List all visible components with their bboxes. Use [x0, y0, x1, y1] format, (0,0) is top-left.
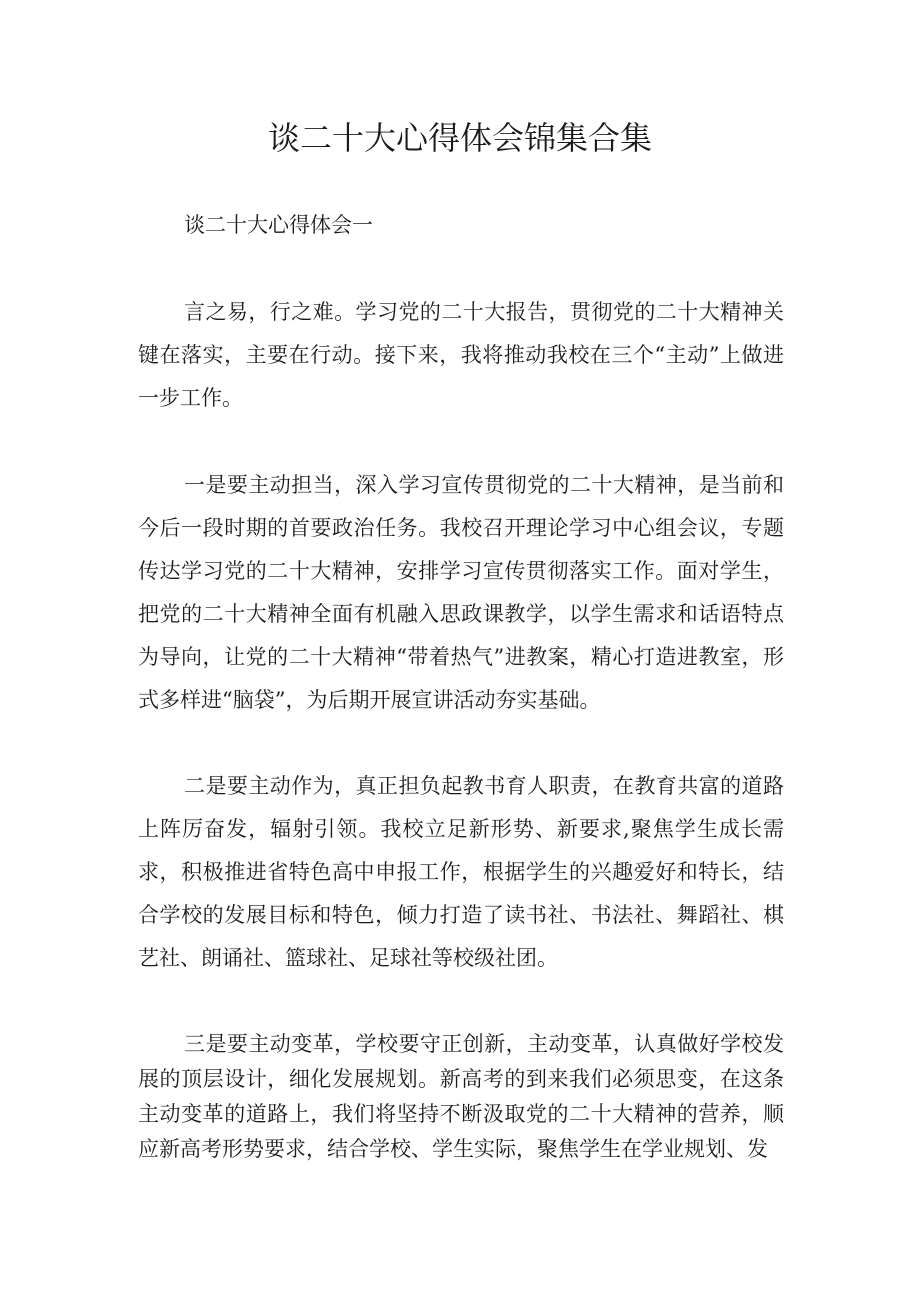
- paragraph: 一是要主动担当，深入学习宣传贯彻党的二十大精神，是当前和今后一段时期的首要政治任务。我校召开理论学习中心组会议，专题传达学习党的二十大精神，安排学习宣传贯彻落实工作。面对学生，把党的二十大精神全面有机融入思政课教学，以学生需求和话语特点为导向，让党的二十大精神“带着热气”进教案，精心打造进教室，形式多样进“脑袋”，为后期开展宣讲活动夯实基础。: [138, 473, 784, 712]
- paragraph: 二是要主动作为，真正担负起教书育人职责，在教育共富的道路上阵厉奋发，辐射引领。我校立足新形势、新要求,聚焦学生成长需求，积极推进省特色高中申报工作，根据学生的兴趣爱好和特长，结合学校的发展目标和特色，倾力打造了读书社、书法社、舞蹈社、棋艺社、朗诵社、篮球社、足球社等校级社团。: [138, 774, 784, 970]
- section-heading: 谈二十大心得体会一: [184, 213, 373, 237]
- document-title: 谈二十大心得体会锦集合集: [267, 119, 652, 157]
- paragraph: 三是要主动变革，学校要守正创新，主动变革，认真做好学校发展的顶层设计，细化发展规划。新高考的到来我们必须思变，在这条主动变革的道路上，我们将坚持不断汲取党的二十大精神的营养，顺应新高考形势要求，结合学校、学生实际，聚焦学生在学业规划、发: [138, 1032, 784, 1161]
- paragraph: 言之易，行之难。学习党的二十大报告，贯彻党的二十大精神关键在落实，主要在行动。接下来，我将推动我校在三个“主动”上做进一步工作。: [138, 300, 784, 410]
